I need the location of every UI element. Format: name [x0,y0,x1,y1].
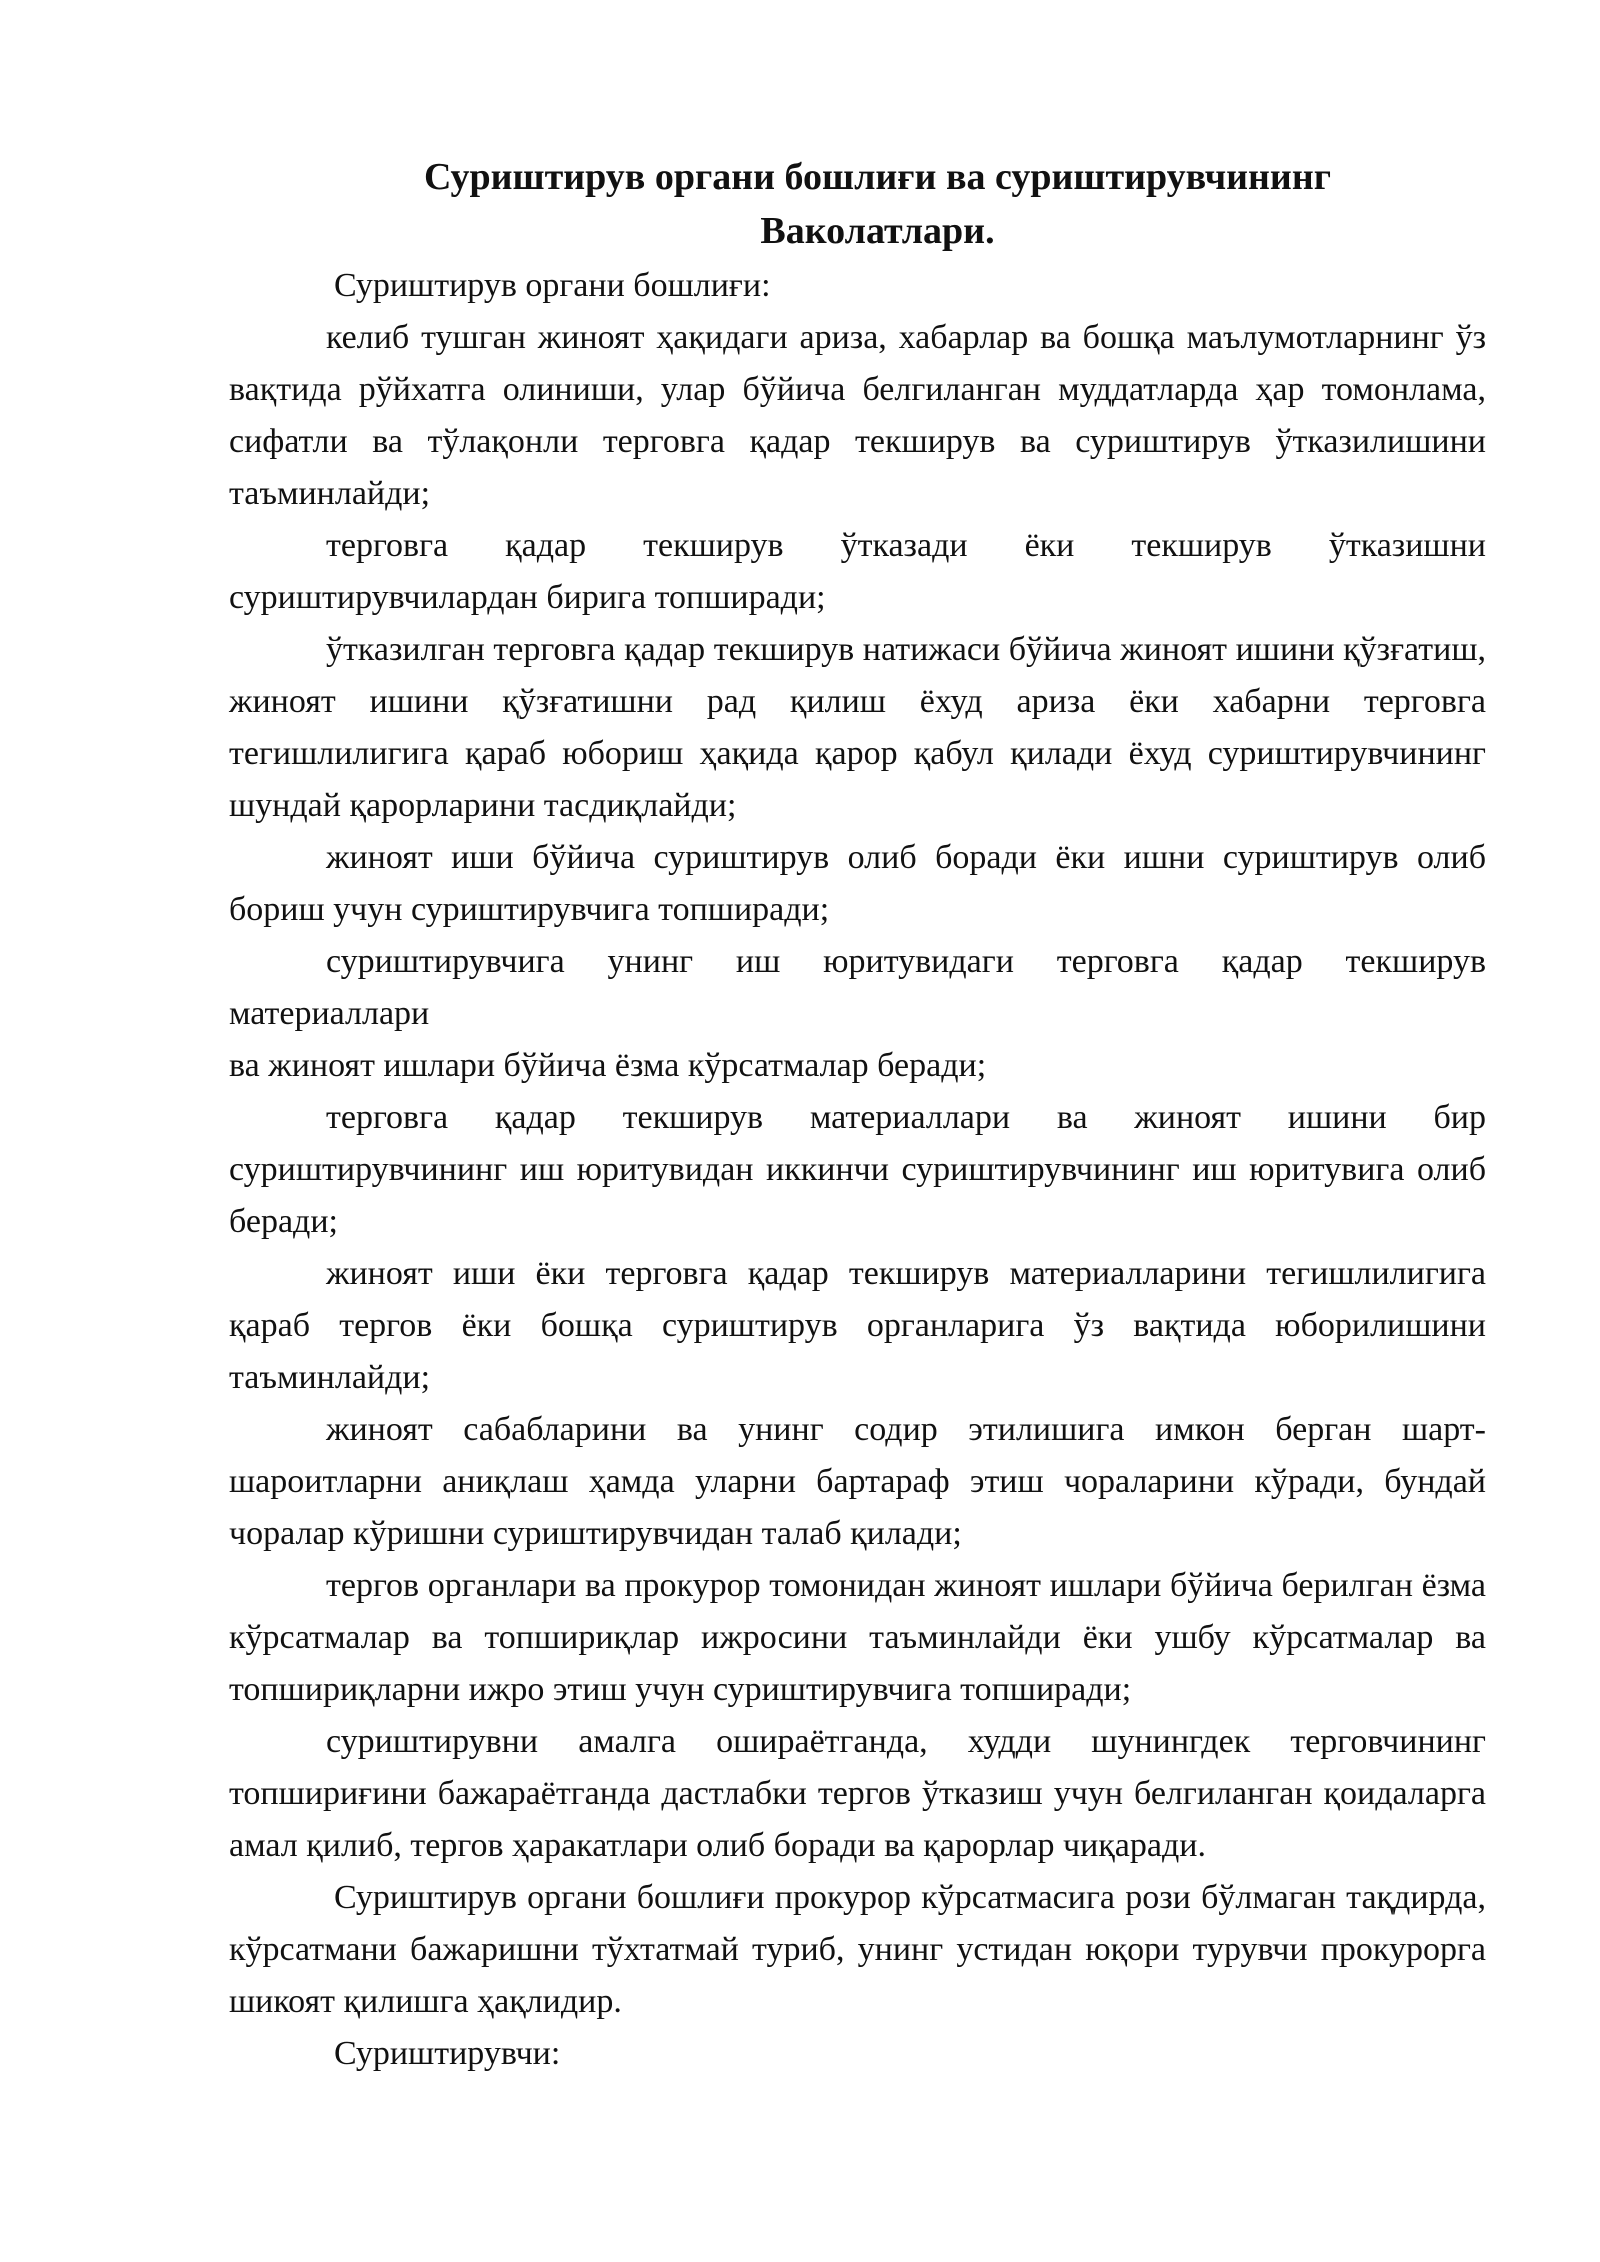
document-title [229,150,1486,258]
paragraph-6: терговга қадар текширув материаллари ва жиноят ишини бир суриштирувчининг иш юритувидан иккинчи суриштирувчининг иш юритувига олиб беради; [229,1099,1486,1240]
title-line-2: Ваколатлари. [760,210,995,252]
title-line-1: Суриштирув органи бошлиғи ва суриштирувчининг [424,156,1331,198]
paragraph-5: суриштирувчига унинг иш юритувидаги терговга қадар текширув материаллари [229,943,1486,1032]
paragraph-8: жиноят сабабларини ва унинг содир этилишига имкон берган шарт-шароитларни аниқлаш ҳамда уларни бартараф этиш чораларини кўради, бундай чоралар кўришни суриштирувчидан талаб қилади; [229,1411,1486,1552]
section-heading-investigator: Суриштирувчи: [334,2035,561,2072]
paragraph-10: суриштирувни амалга ошираётганда, худди шунингдек терговчининг топшириғини бажараётганда дастлабки тергов ўтказиш учун белгиланган қоидаларга амал қилиб, тергов ҳаракатлари олиб боради ва қарорлар чиқаради. [229,1723,1486,1864]
paragraph-9: тергов органлари ва прокурор томонидан жиноят ишлари бўйича берилган ёзма кўрсатмалар ва топшириқлар ижросини таъминлайди ёки ушбу кўрсатмалар ва топшириқларни ижро этиш учун суриштирувчига топширади; [229,1567,1486,1708]
paragraph-4: жиноят иши бўйича суриштирув олиб боради ёки ишни суриштирув олиб бориш учун суриштирувчига топширади; [229,839,1486,928]
paragraph-2: терговга қадар текширув ўтказади ёки текширув ўтказишни суриштирувчилардан бирига топширади; [229,527,1486,616]
paragraph-7: жиноят иши ёки терговга қадар текширув материалларини тегишлилигига қараб тергов ёки бошқа суриштирув органларига ўз вақтида юборилишини таъминлайди; [229,1255,1486,1396]
paragraph-1: келиб тушган жиноят ҳақидаги ариза, хабарлар ва бошқа маълумотларнинг ўз вақтида рўйхатга олиниши, улар бўйича белгиланган муддатларда ҳар томонлама, сифатли ва тўлақонли терговга қадар текширув ва суриштирув ўтказилишини таъминлайди; [229,319,1486,512]
closing-paragraph: Суриштирув органи бошлиғи прокурор кўрсатмасига рози бўлмаган тақдирда, кўрсатмани бажаришни тўхтатмай туриб, унинг устидан юқори турувчи прокурорга шикоят қилишга ҳақлидир. [229,1879,1486,2020]
paragraph-3: ўтказилган терговга қадар текширув натижаси бўйича жиноят ишини қўзғатиш, жиноят ишини қўзғатишни рад қилиш ёхуд ариза ёки хабарни терговга тегишлилигига қараб юбориш ҳақида қарор қабул қилади ёхуд суриштирувчининг шундай қарорларини тасдиқлайди; [229,631,1486,824]
paragraph-5-continued: ва жиноят ишлари бўйича ёзма кўрсатмалар беради; [229,1047,987,1084]
section-heading-head: Суриштирув органи бошлиғи: [334,267,771,304]
document-body [229,150,1486,2080]
